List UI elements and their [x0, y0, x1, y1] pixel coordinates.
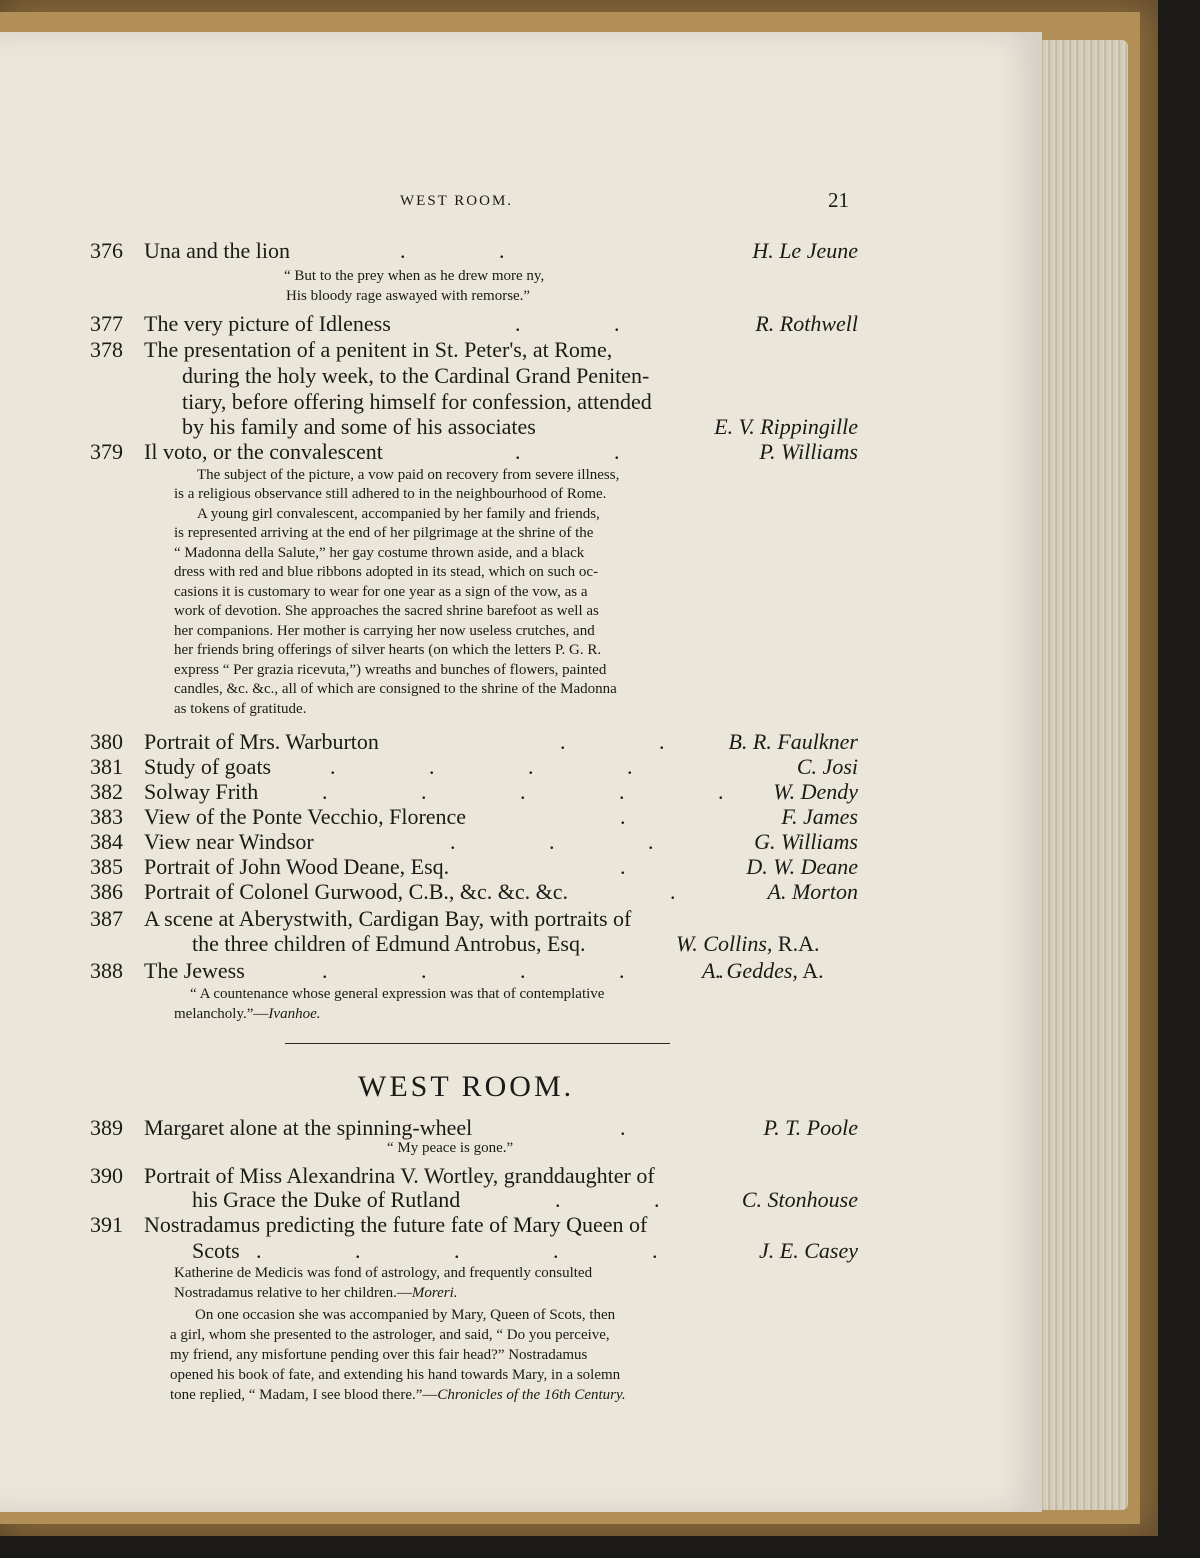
entry-note-text: tone replied, “ Madam, I see blood there.”—	[170, 1387, 438, 1403]
entry-note-line: candles, &c. &c., all of which are consigned to the shrine of the Madonna	[174, 681, 617, 697]
entry-note-source: 16th Century.	[543, 1387, 626, 1403]
leader-dots: .	[620, 854, 626, 879]
entry-number: 387	[90, 906, 123, 931]
leader-dots: .	[620, 804, 626, 829]
entry-quote-line: “ My peace is gone.”	[387, 1140, 514, 1156]
leader-dots: . .	[515, 311, 620, 336]
entry-title: Una and the lion	[144, 238, 291, 263]
entry-note-line: On one occasion she was accompanied by Mary, Queen of Scots, then	[195, 1307, 616, 1323]
entry-title: View near Windsor	[144, 829, 314, 854]
entry-title-line: by his family and some of his associates	[182, 414, 536, 439]
entry-artist: H. Le Jeune	[752, 238, 858, 263]
entry-number: 377	[90, 311, 123, 336]
entry-artist: P. Williams	[759, 439, 858, 464]
entry-artist-suffix: A.	[802, 958, 824, 983]
running-head: WEST ROOM.	[400, 193, 514, 209]
leader-dots: .	[670, 879, 676, 904]
entry-note-line: my friend, any misfortune pending over this fair head?” Nostradamus	[170, 1347, 588, 1363]
entry-artist: J. E. Casey	[759, 1238, 858, 1263]
entry-title: View of the Ponte Vecchio, Florence	[144, 804, 467, 829]
page-number: 21	[828, 188, 849, 212]
entry-number: 376	[90, 238, 123, 263]
entry-artist: B. R. Faulkner	[728, 729, 858, 754]
leader-dots: . . .	[450, 829, 654, 854]
entry-number: 383	[90, 804, 123, 829]
entry-note-line: her companions. Her mother is carrying her now useless crutches, and	[174, 623, 595, 639]
section-title: WEST ROOM.	[358, 1070, 575, 1103]
entry-note-line: casions it is customary to wear for one year as a sign of the vow, as a	[174, 584, 588, 600]
entry-quote-line: “ A countenance whose general expression was that of contemplative	[190, 986, 605, 1002]
entry-title-line: tiary, before offering himself for confession, attended	[182, 389, 652, 414]
entry-note-line: dress with red and blue ribbons adopted in its stead, which on such oc-	[174, 564, 599, 580]
entry-artist: A. Morton	[767, 879, 858, 904]
entry-title: Margaret alone at the spinning-wheel	[144, 1115, 473, 1140]
entry-title-line: Portrait of Miss Alexandrina V. Wortley, granddaughter of	[144, 1163, 655, 1188]
leader-dots: . . . . .	[322, 958, 724, 983]
entry-artist: R. Rothwell	[755, 311, 858, 336]
entry-artist: W. Dendy	[773, 779, 858, 804]
entry-note-text: Nostradamus relative to her children.—	[174, 1285, 412, 1301]
leader-dots: . . . . .	[322, 779, 724, 804]
entry-note-line: A young girl convalescent, accompanied by her family and friends,	[197, 506, 600, 522]
entry-artist: E. V. Rippingille	[714, 414, 858, 439]
entry-title: The Jewess	[144, 958, 245, 983]
entry-note-line: is represented arriving at the end of her pilgrimage at the shrine of the	[174, 525, 594, 541]
entry-title: Portrait of John Wood Deane, Esq.	[144, 854, 450, 879]
entry-title-line: Scots	[192, 1238, 240, 1263]
entry-number: 380	[90, 729, 123, 754]
entry-title-line: Nostradamus predicting the future fate of Mary Queen of	[144, 1212, 648, 1237]
entry-artist: F. James	[781, 804, 858, 829]
entry-quote-line: “ But to the prey when as he drew more ny,	[284, 268, 545, 284]
entry-quote-text: melancholy.”—	[174, 1006, 269, 1022]
entry-artist: A. Geddes,	[702, 958, 798, 983]
entry-quote-line	[174, 1007, 320, 1022]
entry-note-line: a girl, whom she presented to the astrologer, and said, “ Do you perceive,	[170, 1327, 610, 1343]
entry-number: 381	[90, 754, 123, 779]
leader-dots: . .	[560, 729, 665, 754]
leader-dots: . .	[555, 1187, 660, 1212]
leader-dots: . .	[400, 238, 505, 263]
entry-note-line: Katherine de Medicis was fond of astrology, and frequently consulted	[174, 1265, 593, 1281]
entry-note-line: her friends bring offerings of silver hearts (on which the letters P. G. R.	[174, 642, 602, 658]
entry-title-line: A scene at Aberystwith, Cardigan Bay, with portraits of	[144, 906, 632, 931]
entry-artist-suffix: R.A.	[777, 931, 820, 956]
entry-number: 389	[90, 1115, 123, 1140]
entry-note-line: as tokens of gratitude.	[174, 701, 307, 717]
entry-title-line: The presentation of a penitent in St. Peter's, at Rome,	[144, 337, 613, 362]
leader-dots: . .	[515, 439, 620, 464]
entry-number: 384	[90, 829, 123, 854]
entry-artist: G. Williams	[754, 829, 858, 854]
leader-dots: .	[620, 1115, 626, 1140]
entry-title-line: during the holy week, to the Cardinal Grand Peniten-	[182, 363, 650, 388]
entry-note-line	[170, 1388, 626, 1403]
entry-number: 386	[90, 879, 123, 904]
entry-title: The very picture of Idleness	[144, 311, 391, 336]
page-edges	[1030, 40, 1128, 1510]
section-divider	[285, 1043, 670, 1044]
entry-number: 385	[90, 854, 123, 879]
leader-dots: . . . .	[330, 754, 633, 779]
entry-note-source: Chronicles of the	[437, 1387, 541, 1403]
entry-artist: C. Stonhouse	[741, 1187, 858, 1212]
entry-note-line: is a religious observance still adhered to in the neighbourhood of Rome.	[174, 486, 607, 502]
entry-note-line: The subject of the picture, a vow paid on recovery from severe illness,	[197, 467, 620, 483]
entry-note-line: work of devotion. She approaches the sacred shrine barefoot as well as	[174, 603, 599, 619]
entry-title: Portrait of Colonel Gurwood, C.B., &c. &c. &c.	[144, 879, 569, 904]
entry-title: Study of goats	[144, 754, 272, 779]
entry-number: 382	[90, 779, 123, 804]
entry-number: 390	[90, 1163, 123, 1188]
entry-quote-line: His bloody rage aswayed with remorse.”	[286, 288, 531, 304]
entry-note-line: “ Madonna della Salute,” her gay costume thrown aside, and a black	[174, 545, 585, 561]
entry-number: 391	[90, 1212, 123, 1237]
leader-dots: . . . . .	[256, 1238, 658, 1263]
entry-number: 388	[90, 958, 123, 983]
entry-artist-line	[676, 933, 819, 955]
entry-artist: W. Collins,	[676, 931, 773, 956]
entry-number: 378	[90, 337, 123, 362]
entry-artist: P. T. Poole	[763, 1115, 858, 1140]
entry-note-line: opened his book of fate, and extending his hand towards Mary, in a solemn	[170, 1367, 621, 1383]
entry-artist-line	[702, 960, 824, 982]
entry-title: Solway Frith	[144, 779, 259, 804]
entry-title: Portrait of Mrs. Warburton	[144, 729, 379, 754]
entry-artist: D. W. Deane	[746, 854, 858, 879]
entry-title-line: the three children of Edmund Antrobus, Esq.	[192, 931, 586, 956]
entry-title-line: his Grace the Duke of Rutland	[192, 1187, 461, 1212]
entry-number: 379	[90, 439, 123, 464]
entry-title: Il voto, or the convalescent	[144, 439, 383, 464]
entry-note-source: Moreri.	[411, 1285, 458, 1301]
entry-quote-source: Ivanhoe.	[268, 1006, 321, 1022]
entry-note-line	[174, 1286, 458, 1301]
entry-artist: C. Josi	[796, 754, 858, 779]
entry-note-line: express “ Per grazia ricevuta,”) wreaths and bunches of flowers, painted	[174, 662, 607, 678]
